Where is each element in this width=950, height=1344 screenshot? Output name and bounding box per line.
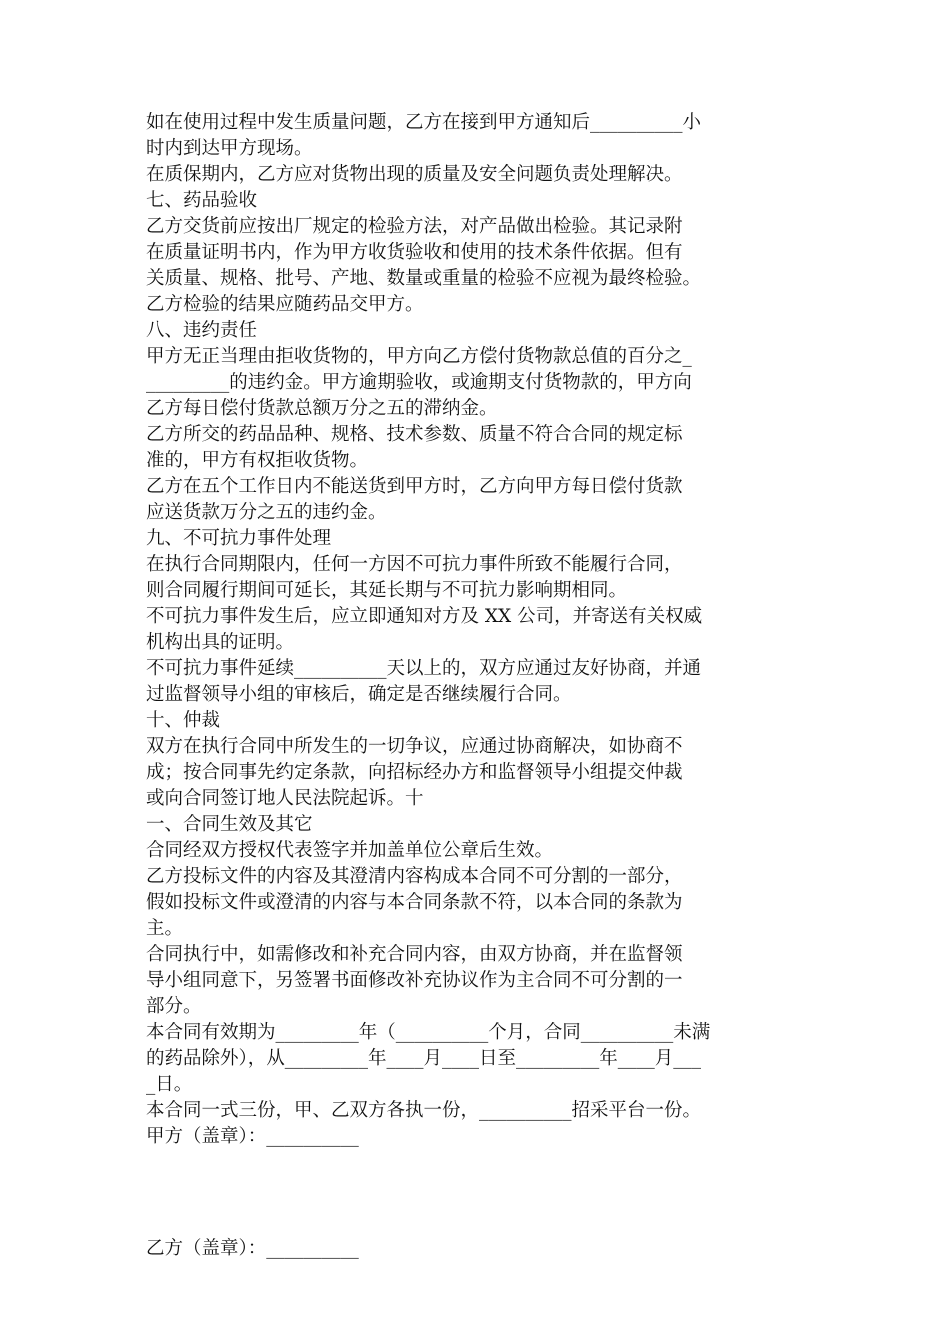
text-line: 双方在执行合同中所发生的一切争议，应通过协商解决，如协商不 bbox=[146, 736, 683, 757]
text-line: 乙方检验的结果应随药品交甲方。 bbox=[146, 294, 424, 315]
text-line: 假如投标文件或澄清的内容与本合同条款不符，以本合同的条款为 bbox=[146, 892, 683, 913]
text-line: 的药品除外），从_________年____月____日至_________年____月___ bbox=[146, 1048, 702, 1069]
text-line: 甲方无正当理由拒收货物的，甲方向乙方偿付货物款总值的百分之_ bbox=[146, 346, 692, 367]
party-b-signature-line: 乙方（盖章）：__________ bbox=[146, 1238, 359, 1259]
text-line: 合同执行中，如需修改和补充合同内容，由双方协商，并在监督领 bbox=[146, 944, 683, 965]
text-line: 过监督领导小组的审核后，确定是否继续履行合同。 bbox=[146, 684, 572, 705]
text-line: 应送货款万分之五的违约金。 bbox=[146, 502, 387, 523]
text-line: 十、仲裁 bbox=[146, 710, 221, 731]
text-line: 部分。 bbox=[146, 996, 202, 1017]
text-line: 乙方交货前应按出厂规定的检验方法，对产品做出检验。其记录附 bbox=[146, 216, 683, 237]
text-line: 时内到达甲方现场。 bbox=[146, 138, 313, 159]
contract-body bbox=[146, 110, 826, 1150]
text-line: 一、合同生效及其它 bbox=[146, 814, 313, 835]
text-line: _日。 bbox=[146, 1074, 193, 1095]
text-line: 合同经双方授权代表签字并加盖单位公章后生效。 bbox=[146, 840, 554, 861]
text-line: 八、违约责任 bbox=[146, 320, 258, 341]
text-line: 乙方每日偿付货款总额万分之五的滞纳金。 bbox=[146, 398, 498, 419]
text-line: 在质量证明书内，作为甲方收货验收和使用的技术条件依据。但有 bbox=[146, 242, 683, 263]
text-line: 在执行合同期限内，任何一方因不可抗力事件所致不能履行合同， bbox=[146, 554, 683, 575]
text-line: 主。 bbox=[146, 918, 184, 939]
text-line: 如在使用过程中发生质量问题，乙方在接到甲方通知后__________小 bbox=[146, 112, 702, 133]
text-line: 不可抗力事件延续__________天以上的，双方应通过友好协商，并通 bbox=[146, 658, 702, 679]
text-line: 准的，甲方有权拒收货物。 bbox=[146, 450, 369, 471]
text-line: 不可抗力事件发生后，应立即通知对方及 XX 公司，并寄送有关权威 bbox=[146, 606, 703, 627]
text-line: 乙方投标文件的内容及其澄清内容构成本合同不可分割的一部分， bbox=[146, 866, 683, 887]
text-line: _________的违约金。甲方逾期验收，或逾期支付货物款的，甲方向 bbox=[146, 372, 692, 393]
contract-page bbox=[146, 110, 826, 1262]
text-line: 导小组同意下，另签署书面修改补充协议作为主合同不可分割的一 bbox=[146, 970, 683, 991]
text-line: 或向合同签订地人民法院起诉。十 bbox=[146, 788, 424, 809]
text-line: 乙方在五个工作日内不能送货到甲方时，乙方向甲方每日偿付货款 bbox=[146, 476, 683, 497]
text-line: 乙方所交的药品品种、规格、技术参数、质量不符合合同的规定标 bbox=[146, 424, 683, 445]
text-line: 在质保期内，乙方应对货物出现的质量及安全问题负责处理解决。 bbox=[146, 164, 683, 185]
text-line: 甲方（盖章）：__________ bbox=[146, 1126, 359, 1147]
text-line: 则合同履行期间可延长，其延长期与不可抗力影响期相同。 bbox=[146, 580, 628, 601]
text-line: 关质量、规格、批号、产地、数量或重量的检验不应视为最终检验。 bbox=[146, 268, 702, 289]
signature-gap bbox=[146, 1150, 826, 1236]
text-line: 成；按合同事先约定条款，向招标经办方和监督领导小组提交仲裁 bbox=[146, 762, 683, 783]
text-line: 机构出具的证明。 bbox=[146, 632, 295, 653]
text-line: 九、不可抗力事件处理 bbox=[146, 528, 332, 549]
text-line: 本合同有效期为_________年（__________个月，合同__________未满 bbox=[146, 1022, 711, 1043]
text-line: 本合同一式三份，甲、乙双方各执一份，__________招采平台一份。 bbox=[146, 1100, 702, 1121]
text-line: 七、药品验收 bbox=[146, 190, 258, 211]
